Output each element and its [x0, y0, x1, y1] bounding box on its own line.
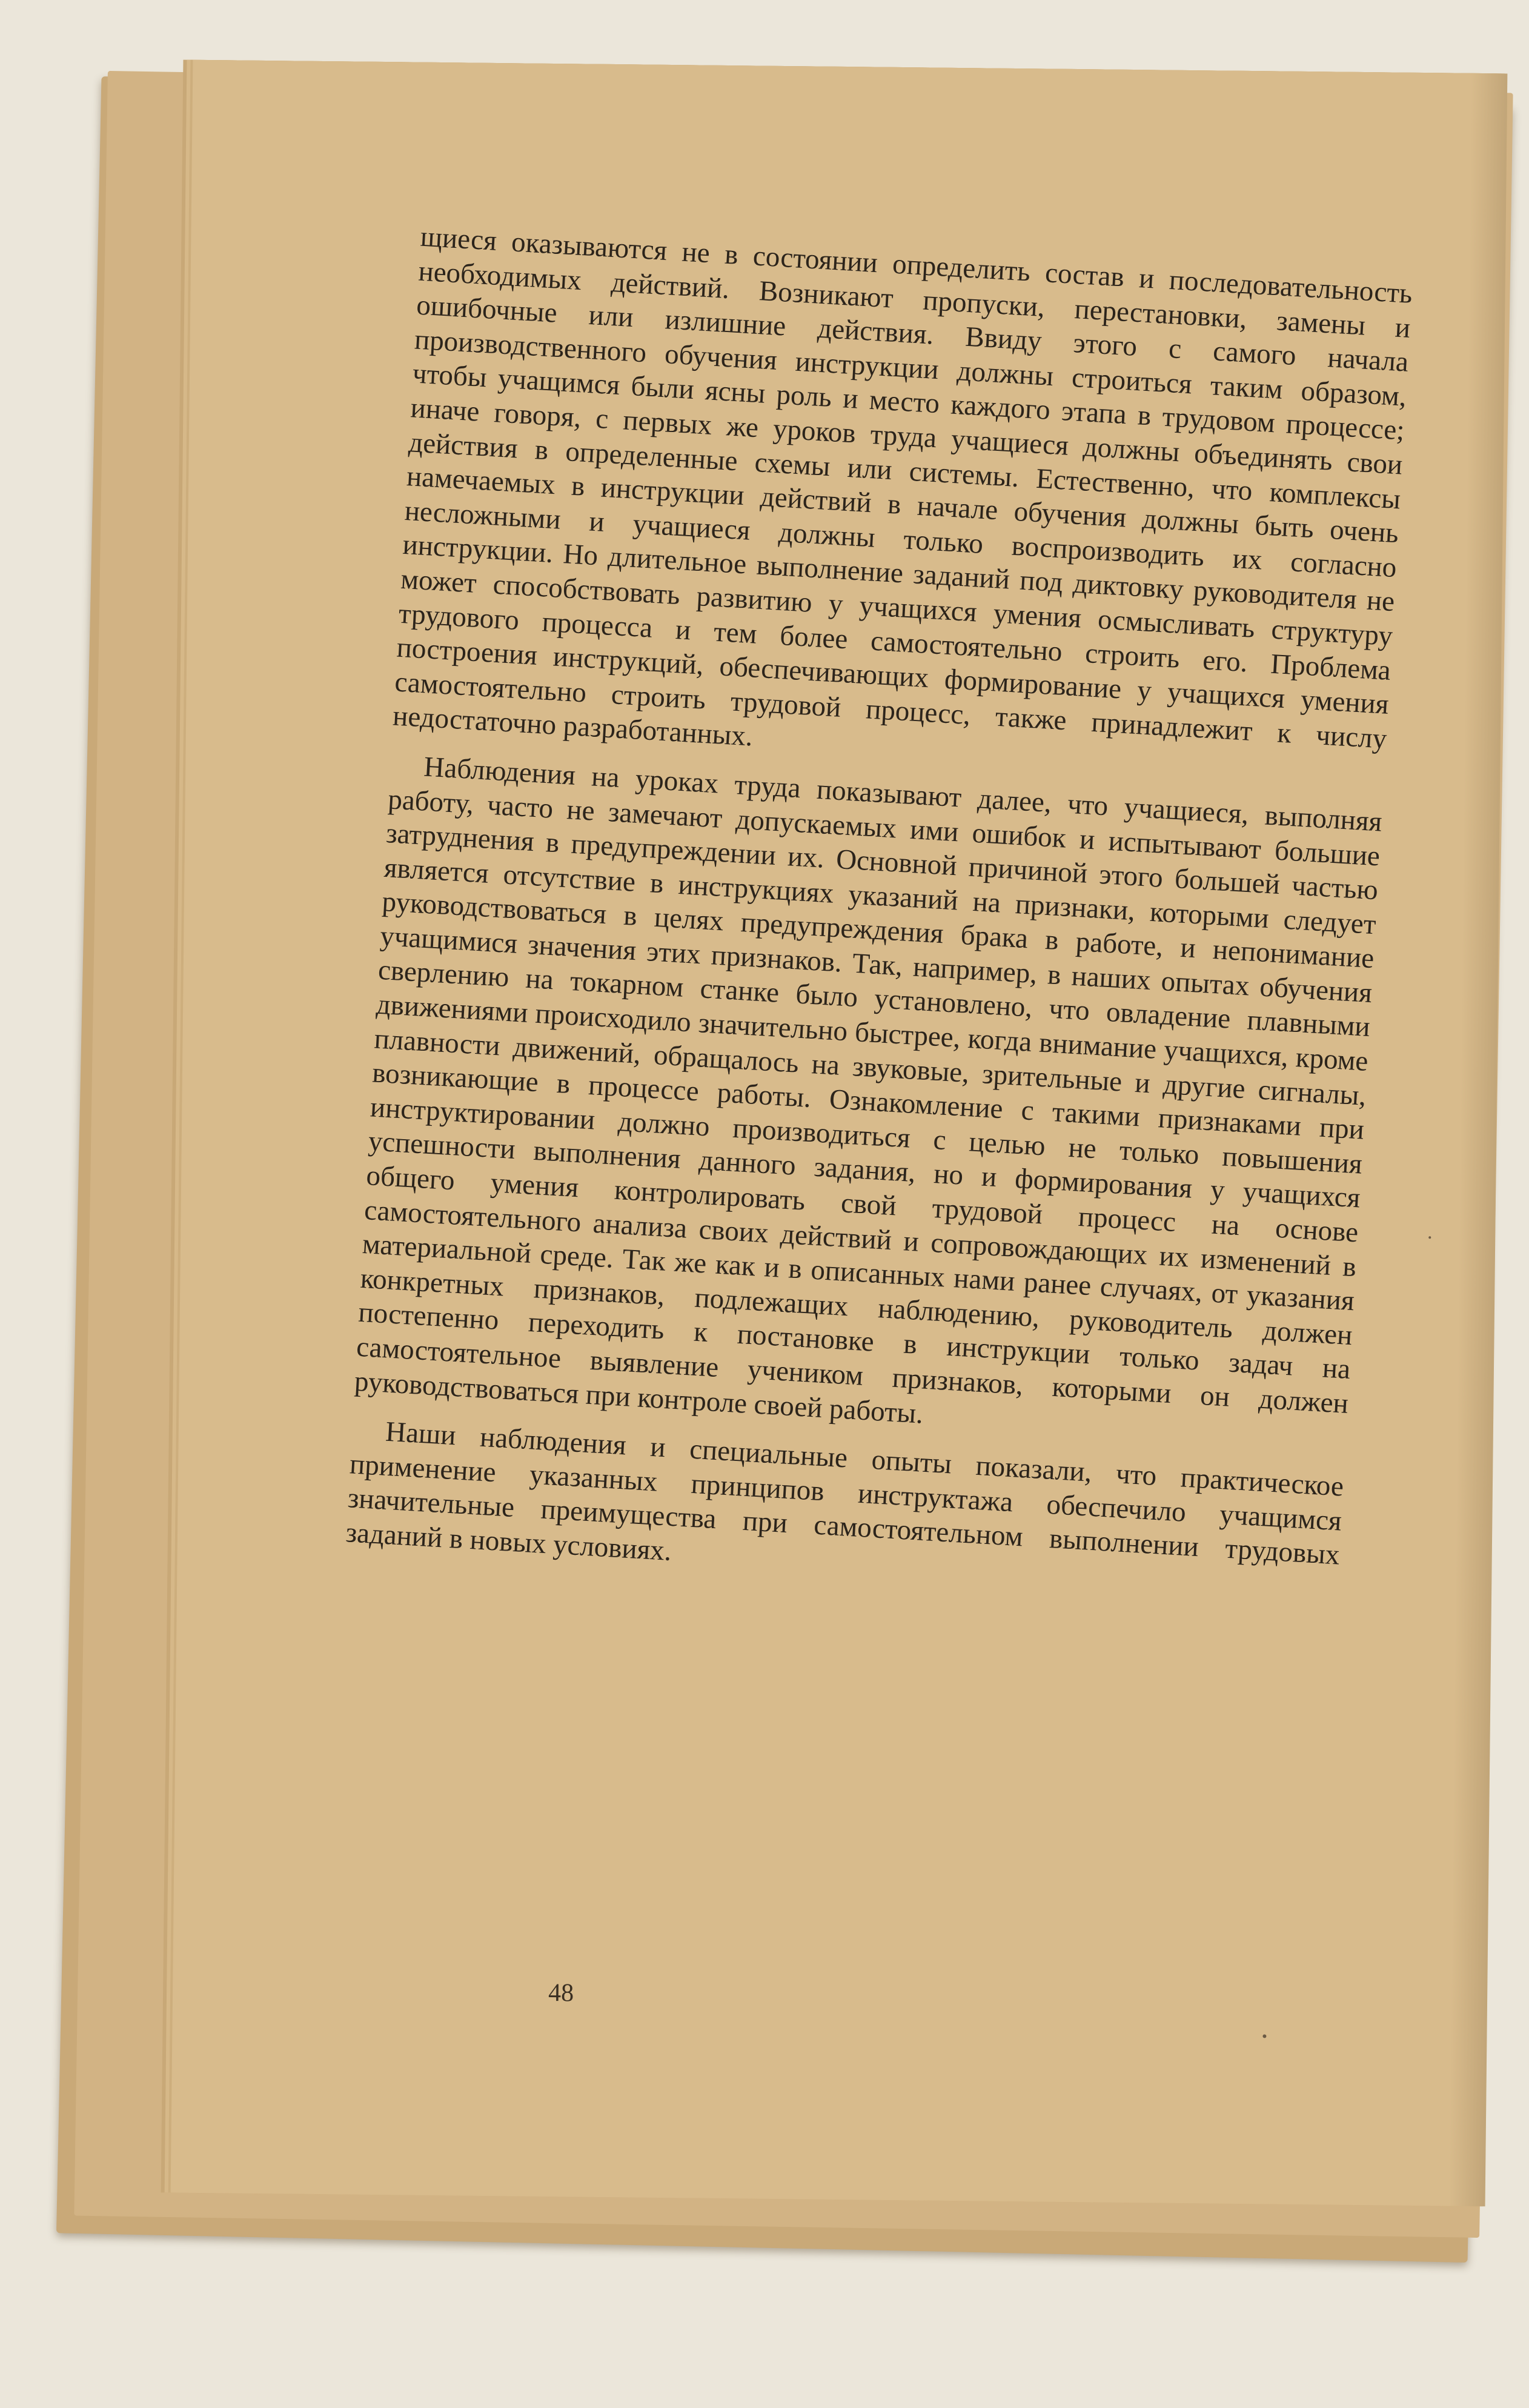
- paper-speck: [1262, 2034, 1266, 2038]
- paper-speck: [1428, 1236, 1431, 1239]
- page-number: 48: [548, 1979, 574, 2007]
- paragraph-3: Наши наблюдения и специальные опыты показали, что практическое применение указанных принципов инструктажа обеспечило учащимся значительные преимущества при самостоятельном выполнении трудовых заданий в новых условиях.: [345, 1415, 1345, 1571]
- book-page: [171, 60, 1508, 2207]
- paragraph-2: Наблюдения на уроках труда показывают далее, что учащиеся, выполняя работу, часто не замечают допускаемых ими ошибок и испытывают большие затруднения в предупреждении их. Основной причиной этого большей частью является отсутствие в инструкциях указаний на признаки, которыми следует руководствоваться в целях предупреждения брака в работе, и непонимание учащимися значения этих признаков. Так, например, в наших опытах обучения сверлению на токарном станке было установлено, что овладение плавными движениями происходило значительно быстрее, когда внимание учащихся, кроме плавности движений, обращалось на звуковые, зрительные и другие сигналы, возникающие в процессе работы. Ознакомление с такими признаками при инструктировании должно производиться с целью не только повышения успешности выполнения данного задания, но и формирования у учащихся общего умения контролировать свой трудовой процесс на основе самостоятельного анализа своих действий и сопровождающих их изменений в материальной среде. Так же как и в описанных нами ранее случаях, от указания конкретных признаков, подлежащих наблюдению, руководитель должен постепенно переходить к постановке в инструкции только задач на самостоятельное выявление учеником признаков, которыми он должен руководствоваться при контроле своей работы.: [353, 751, 1383, 1430]
- body-text: [345, 220, 1413, 1607]
- paragraph-1: щиеся оказываются не в состоянии определить состав и последовательность необходимых действий. Возникают пропуски, перестановки, замены и ошибочные или излишние действия. Ввиду этого с самого начала производственного обучения инструкции должны строиться таким образом, чтобы учащимся были ясны роль и место каждого этапа в трудовом процессе; иначе говоря, с первых же уроков труда учащиеся должны объединять свои действия в определенные схемы или системы. Естественно, что комплексы намечаемых в инструкции действий в начале обучения должны быть очень несложными и учащиеся должны только воспроизводить их согласно инструкции. Но длительное выполнение заданий под диктовку руководителя не может способствовать развитию у учащихся умения осмысливать структуру трудового процесса и тем более самостоятельно строить его. Проблема построения инструкций, обеспечивающих формирование у учащихся умения самостоятельно строить трудовой процесс, также принадлежит к числу недостаточно разработанных.: [392, 221, 1413, 755]
